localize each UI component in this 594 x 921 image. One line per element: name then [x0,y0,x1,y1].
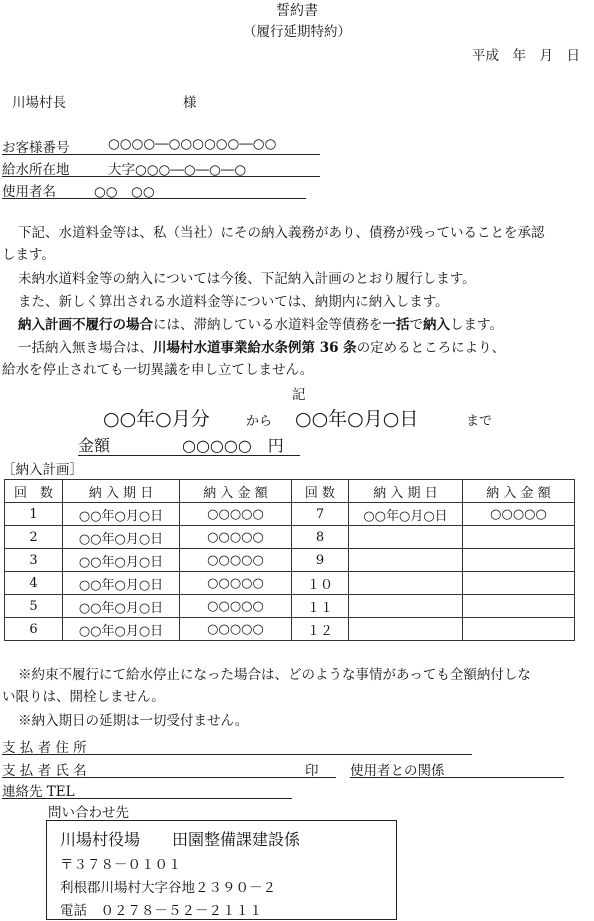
note-2: ※納入期日の延期は一切受付ません。 [18,713,249,729]
amount-row [78,433,300,456]
table-cell [349,618,463,641]
payer-name-label: 支 払 者 氏 名 [2,763,87,779]
document-subtitle: （履行延期特約） [243,24,351,40]
table-cell: １２ [292,618,349,641]
table-row [5,572,575,595]
body-p3: また、新しく算出される水道料金等については、納期内に納入します。 [18,294,449,310]
table-cell: ○○○○○ [180,549,292,572]
inquiry-address: 利根郡川場村大字谷地２３９０－２ [60,880,276,896]
table-row [5,618,575,641]
table-cell: ○○年○月○日 [63,549,180,572]
table-cell: ○○年○月○日 [63,526,180,549]
table-cell: 3 [5,549,63,572]
payer-address-label: 支 払 者 住 所 [2,740,87,756]
table-row [5,595,575,618]
table-cell [463,618,575,641]
table-cell: 5 [5,595,63,618]
column-header: 納 入 金 額 [180,480,292,503]
table-cell [349,595,463,618]
table-cell: 2 [5,526,63,549]
period-to-word: まで [466,414,493,429]
inquiry-label: 問い合わせ先 [48,805,129,821]
payment-plan-table [4,479,575,641]
table-cell: １１ [292,595,349,618]
contact-tel-label: 連絡先 TEL [2,784,75,800]
body-p5: 一括納入無き場合は、川場村水道事業給水条例第 36 条の定めるところにより、 [18,340,506,356]
bold-text: 納入 [423,317,450,333]
table-header-row [5,480,575,503]
period-from: ○○年○月分 [103,408,210,430]
bold-text: 一括 [382,317,410,333]
addressee: 川場村長 [12,95,66,111]
document-date: 平成 年 月 日 [472,48,580,64]
table-cell [463,549,575,572]
bold-text: 納入計画不履行の場合 [18,317,153,333]
table-cell: 9 [292,549,349,572]
table-cell: ○○○○○ [180,503,292,526]
body-p5-line2: 給水を停止されても一切異議を申し立てしません。 [2,362,314,378]
table-cell: ○○年○月○日 [63,595,180,618]
table-cell [349,549,463,572]
table-row [5,526,575,549]
amount-value: ○○○○○ 円 [182,436,284,455]
period-from-word: から [246,414,273,429]
column-header: 回 数 [292,480,349,503]
contact-tel-field[interactable] [2,780,292,799]
table-cell: ○○○○○ [180,618,292,641]
table-cell: 4 [5,572,63,595]
table-cell: ○○年○月○日 [63,618,180,641]
payer-address-field[interactable] [2,736,472,755]
user-name-value: ○○ ○○ [94,184,155,200]
table-cell: ○○○○○ [180,572,292,595]
body-p4: 納入計画不履行の場合には、滞納している水道料金等債務を一括で納入します。 [18,317,503,333]
note-1-line2: い限りは、開栓しません。 [2,689,165,705]
table-cell: 6 [5,618,63,641]
inquiry-phone: 電話 ０２７８－５２－２１１１ [60,903,263,919]
table-cell: 7 [292,503,349,526]
table-cell: ○○○○○ [463,503,575,526]
column-header: 納 入 期 日 [349,480,463,503]
table-cell: ○○年○月○日 [63,572,180,595]
table-cell [463,572,575,595]
user-name-row [2,180,306,199]
document-title: 誓約書 [276,3,318,19]
supply-address-row [2,158,320,177]
seal-mark: 印 [305,763,319,779]
customer-number-value: ○○○○―○○○○○○―○○ [108,136,277,152]
table-cell [349,572,463,595]
period-to: ○○年○月○日 [295,408,419,430]
plan-caption: ［納入計画］ [2,462,83,478]
supply-address-value: 大字○○○―○―○―○ [108,162,247,178]
payer-name-field[interactable] [2,759,336,778]
table-cell [463,595,575,618]
table-cell: ○○年○月○日 [63,503,180,526]
body-p1-line2: します。 [2,247,55,263]
ordinance-reference: 川場村水道事業給水条例第 36 条 [153,340,357,356]
table-cell: ○○○○○ [180,526,292,549]
table-row [5,503,575,526]
customer-number-label: お客様番号 [2,140,70,156]
table-cell [463,526,575,549]
supply-address-label: 給水所在地 [2,162,70,178]
inquiry-org: 川場村役場 田園整備課建設係 [60,830,301,849]
column-header: 納 入 金 額 [463,480,575,503]
table-cell [349,526,463,549]
table-cell: １０ [292,572,349,595]
honorific: 様 [183,95,197,111]
ki-heading: 記 [292,387,306,403]
user-name-label: 使用者名 [2,184,56,200]
table-cell: ○○年○月○日 [349,503,463,526]
note-1-line1: ※約束不履行にて給水停止になった場合は、どのような事情があっても全額納付しな [18,667,531,683]
amount-label: 金額 [78,436,111,455]
customer-number-row [2,136,320,155]
inquiry-postal: 〒３７８－０１０１ [60,857,182,873]
body-p1-line1: 下記、水道料金等は、私（当社）にその納入義務があり、債務が残っていることを承認 [18,225,545,241]
body-p2: 未納水道料金等の納入については今後、下記納入計画のとおり履行します。 [18,271,476,287]
inquiry-box [46,820,397,920]
relation-field[interactable] [350,759,564,778]
table-cell: 1 [5,503,63,526]
table-cell: ○○○○○ [180,595,292,618]
column-header: 回 数 [5,480,63,503]
table-cell: 8 [292,526,349,549]
table-row [5,549,575,572]
column-header: 納 入 期 日 [63,480,180,503]
relation-label: 使用者との関係 [350,763,445,779]
